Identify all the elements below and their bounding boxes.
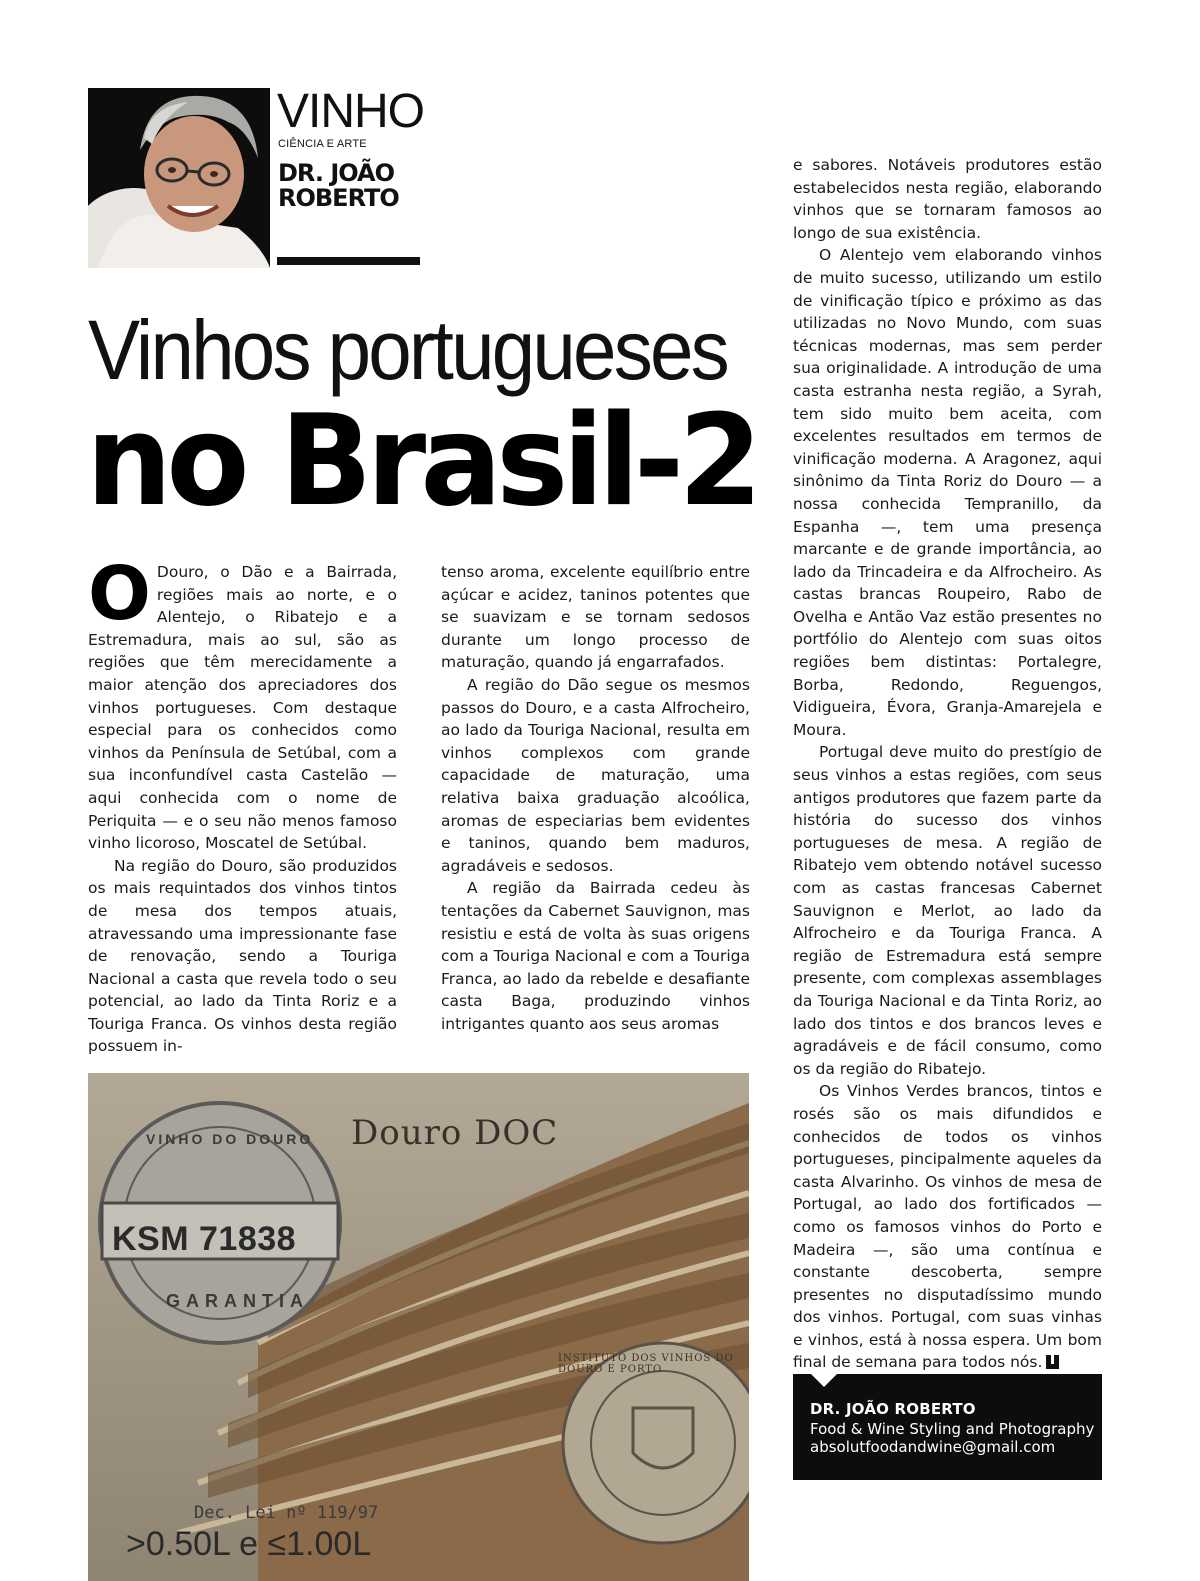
paragraph: e sabores. Notáveis produtores estão estabelecidos nesta região, elaborando vinhos que se tornaram famosos ao longo de sua existência. <box>793 156 1102 242</box>
paragraph: O Alentejo vem elaborando vinhos de muito sucesso, utilizando um estilo de vinificação típico e próximo as das utilizadas no Novo Mundo, com suas técnicas modernas, mas sem perder sua originalidade. A introdução de uma casta estranha nesta região, a Syrah, tem sido muito bem aceita, com excelentes resultados em termos de vinificação moderna. A Aragonez, aqui sinônimo da Tinta Roriz do Douro — a nossa conhecida Tempranillo, da Espanha —, tem uma presença marcante e de grande importância, ao lado da Trincadeira e da Alfrocheiro. As castas brancas Roupeiro, Rabo de Ovelha e Antão Vaz estão presentes no portfólio do Alentejo com suas oitos regiões bem distintas: Portalegre, Borba, Redondo, Reguengos, Vidigueira, Évora, Granja-Amarejela e Moura. <box>793 246 1102 739</box>
seal-top-text: VINHO DO DOURO <box>146 1131 314 1147</box>
decree-text: Dec. Lei nº 119/97 <box>194 1503 379 1523</box>
article-column-3 <box>793 154 1102 1374</box>
wine-label-photo <box>88 1073 749 1581</box>
column-header <box>277 85 425 270</box>
paragraph-text: Os Vinhos Verdes brancos, tintos e rosés são os mais difundidos e conhecidos de todos os vinhos portugueses, pincipalmente aqueles da casta Alvarinho. Os vinhos de mesa de Portugal, ao lado dos fortificados — como os famosos vinhos do Porto e Madeira —, são uma contínua e constante descoberta, sempre presentes no disputadíssimo mundo dos vinhos. Portugal, com suas vinhas e vinhos, está à nossa espera. Um bom final de semana para todos nós. <box>793 1082 1102 1372</box>
headline-line2: no Brasil-2 <box>86 387 757 534</box>
paragraph-text: Douro, o Dão e a Bairrada, regiões mais ao norte, e o Alentejo, o Ribatejo e a Estremadura, mais ao sul, são as regiões que têm merecidamente a maior atenção dos apreciadores dos vinhos portugueses. Com destaque especial para os conhecidos como vinhos da Península de Setúbal, com a sua inconfundível casta Castelão — aqui conhecida com o nome de Periquita — e o seu não menos famoso vinho licoroso, Moscatel de Setúbal. <box>88 563 397 853</box>
section-title: VINHO <box>277 85 425 138</box>
institute-seal-text: INSTITUTO DOS VINHOS DO DOURO E PORTO <box>558 1353 734 1375</box>
columnist-name <box>278 161 424 211</box>
seal-code: KSM 71838 <box>112 1220 297 1258</box>
headline-line1: Vinhos portugueses <box>88 303 727 397</box>
volume-text: >0.50L e ≤1.00L <box>126 1525 372 1563</box>
header-rule <box>277 257 420 265</box>
paragraph: Na região do Douro, são produzidos os mais requintados dos vinhos tintos de mesa dos tempos atuais, atravessando uma impressionante fase de renovação, sendo a Touriga Nacional a casta que revela todo o seu potencial, ao lado da Tinta Roriz e a Touriga Franca. Os vinhos desta região possuem in- <box>88 856 397 1056</box>
paragraph: tenso aroma, excelente equilíbrio entre açúcar e acidez, taninos potentes que se suavizam e se tornam sedosos durante um longo processo de maturação, quando já engarrafados. <box>441 563 750 672</box>
section-subtitle: CIÊNCIA E ARTE <box>278 138 367 150</box>
signature-role: Food & Wine Styling and Photography <box>810 1420 1095 1438</box>
label-title: Douro DOC <box>351 1113 559 1153</box>
author-portrait <box>88 88 270 268</box>
paragraph: A região da Bairrada cedeu às tentações da Cabernet Sauvignon, mas resistiu e está de volta às suas origens com a Touriga Nacional e com a Touriga Franca, ao lado da rebelde e desafiante casta Baga, produzindo vinhos intrigantes quanto aos seus aromas <box>441 879 750 1033</box>
article-column-1 <box>88 551 397 1058</box>
columnist-name-line2: ROBERTO <box>278 184 399 212</box>
seal-bottom-text: GARANTIA <box>166 1291 309 1311</box>
signature-name: DR. JOÃO ROBERTO <box>810 1400 976 1418</box>
paragraph: Portugal deve muito do prestígio de seus vinhos a estas regiões, com seus antigos produtores que fazem parte da história do sucesso dos vinhos portugueses de mesa. A região de Ribatejo vem obtendo notável sucesso com as castas francesas Cabernet Sauvignon e Merlot, ao lado da Alfrocheiro e da Touriga Franca. A região de Estremadura está sempre presente, com complexas assemblages da Touriga Nacional e da Tinta Roriz, ao lado dos tintos e dos brancos leves e agradáveis e de fácil consumo, como os da região do Ribatejo. <box>793 743 1102 1078</box>
signature-email[interactable]: absolutfoodandwine@gmail.com <box>810 1438 1056 1456</box>
author-signature-box <box>793 1374 1102 1480</box>
paragraph <box>793 1080 1102 1374</box>
signature-notch <box>811 1374 837 1387</box>
article-column-2 <box>441 561 750 1035</box>
drop-cap: O <box>88 551 151 637</box>
columnist-name-line1: DR. JOÃO <box>278 159 394 187</box>
end-of-article-icon <box>1046 1355 1059 1369</box>
paragraph <box>88 551 397 855</box>
paragraph: A região do Dão segue os mesmos passos do Douro, e a casta Alfrocheiro, ao lado da Touriga Nacional, resulta em vinhos complexos com grande capacidade de maturação, uma relativa baixa graduação alcoólica, aromas de especiarias bem evidentes e taninos, quando bem maduros, agradáveis e sedosos. <box>441 675 750 875</box>
author-portrait-image <box>88 88 270 268</box>
